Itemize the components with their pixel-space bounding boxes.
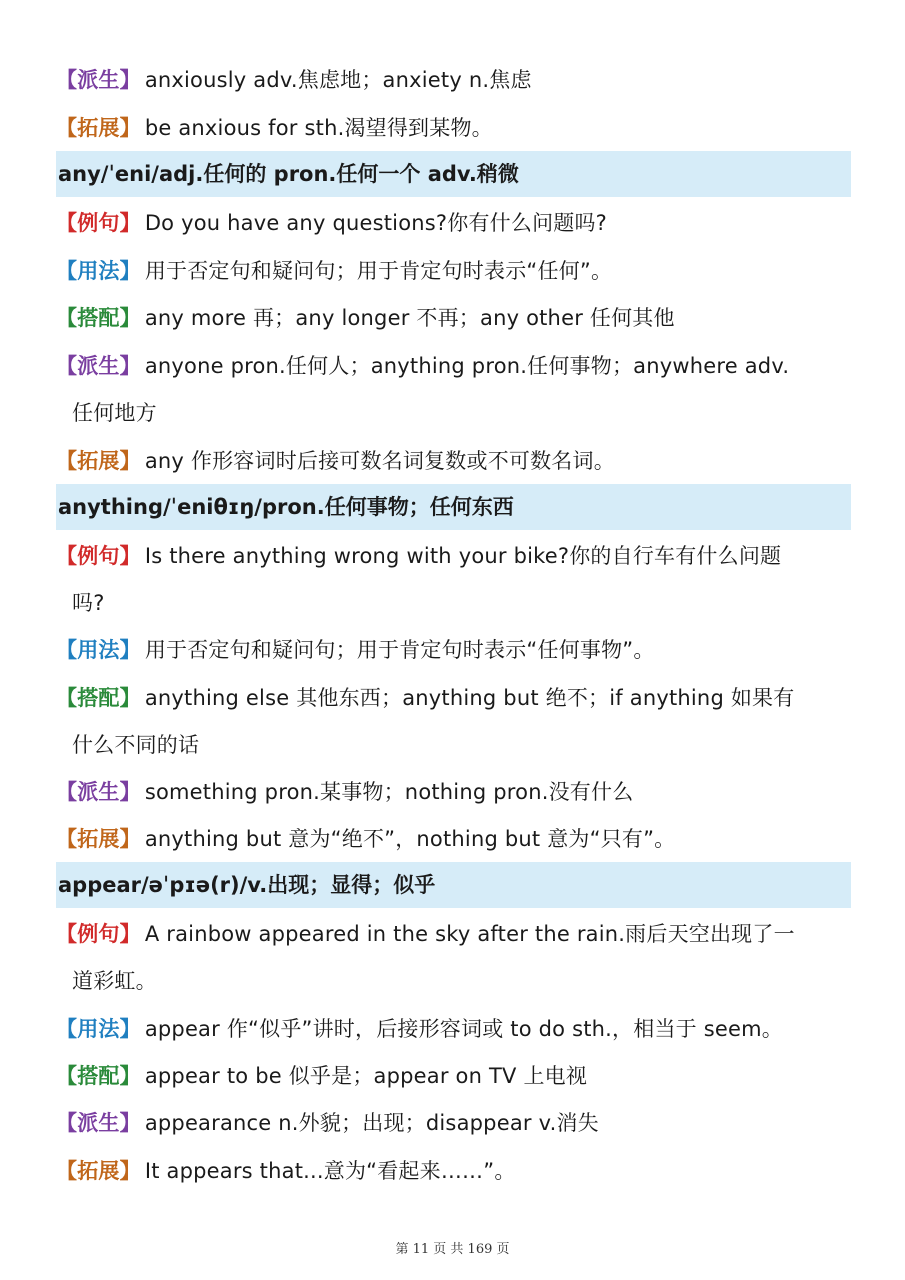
anything-colloc-cont: 什么不同的话: [72, 733, 200, 757]
usage-text: 用于否定句和疑问句；用于肯定句时表示“任何”。: [144, 259, 613, 283]
example-tag: 【例句】: [56, 544, 141, 568]
page-number-footer: 第 11 页 共 169 页: [395, 1242, 510, 1257]
colloc-tag: 【搭配】: [56, 686, 141, 710]
appear-colloc-line: [56, 1064, 856, 1088]
any-derive-cont: 任何地方: [72, 401, 157, 425]
colloc-text: any more 再；any longer 不再；any other 任何其他: [144, 306, 675, 330]
any-example-line: [56, 211, 856, 235]
colloc-tag: 【搭配】: [56, 1064, 141, 1088]
anxious-derive-line: [56, 68, 856, 92]
example-tag: 【例句】: [56, 922, 141, 946]
derive-text: appearance n.外貌；出现；disappear v.消失: [144, 1111, 599, 1135]
usage-text: 用于否定句和疑问句；用于肯定句时表示“任何事物”。: [144, 638, 655, 662]
headword-bar-any: [56, 151, 851, 197]
example-text: Do you have any questions?你有什么问题吗?: [144, 211, 608, 235]
headword-bar-anything: [56, 484, 851, 530]
any-derive-line: [56, 354, 856, 378]
extend-text: any 作形容词时后接可数名词复数或不可数名词。: [144, 449, 615, 473]
derive-text: anyone pron.任何人；anything pron.任何事物；anywhere adv.: [144, 354, 790, 378]
derive-tag: 【派生】: [56, 354, 141, 378]
appear-extend-line: [56, 1159, 856, 1183]
derive-tag: 【派生】: [56, 1111, 141, 1135]
headword-bar-appear: [56, 862, 851, 908]
usage-text: appear 作“似乎”讲时，后接形容词或 to do sth.，相当于 seem。: [144, 1017, 783, 1041]
appear-derive-line: [56, 1111, 856, 1135]
anything-derive-line: [56, 780, 856, 804]
appear-usage-line: [56, 1017, 856, 1041]
example-text: Is there anything wrong with your bike?你的自行车有什么问题: [144, 544, 782, 568]
extend-text: It appears that...意为“看起来……”。: [144, 1159, 516, 1183]
derive-tag: 【派生】: [56, 780, 141, 804]
usage-tag: 【用法】: [56, 1017, 141, 1041]
extend-tag: 【拓展】: [56, 116, 141, 140]
derive-tag: 【派生】: [56, 68, 141, 92]
appear-example-cont: 道彩虹。: [72, 969, 157, 993]
extend-tag: 【拓展】: [56, 1159, 141, 1183]
headword-anything: anything/ˈeniθɪŋ/pron.任何事物；任何东西: [58, 495, 514, 519]
derive-text: anxiously adv.焦虑地；anxiety n.焦虑: [144, 68, 532, 92]
example-text: A rainbow appeared in the sky after the rain.雨后天空出现了一: [144, 922, 795, 946]
anything-example-cont: 吗?: [72, 591, 105, 615]
headword-any: any/ˈeni/adj.任何的 pron.任何一个 adv.稍微: [58, 162, 519, 186]
colloc-text: appear to be 似乎是；appear on TV 上电视: [144, 1064, 588, 1088]
extend-tag: 【拓展】: [56, 449, 141, 473]
anything-colloc-line: [56, 686, 856, 710]
any-usage-line: [56, 259, 856, 283]
extend-text: anything but 意为“绝不”，nothing but 意为“只有”。: [144, 827, 676, 851]
extend-tag: 【拓展】: [56, 827, 141, 851]
extend-text: be anxious for sth.渴望得到某物。: [144, 116, 493, 140]
colloc-tag: 【搭配】: [56, 306, 141, 330]
example-tag: 【例句】: [56, 211, 141, 235]
colloc-text: anything else 其他东西；anything but 绝不；if anything 如果有: [144, 686, 795, 710]
anything-example-line: [56, 544, 856, 568]
any-colloc-line: [56, 306, 856, 330]
usage-tag: 【用法】: [56, 259, 141, 283]
appear-example-line: [56, 922, 856, 946]
any-extend-line: [56, 449, 856, 473]
anxious-extend-line: [56, 116, 856, 140]
headword-appear: appear/əˈpɪə(r)/v.出现；显得；似乎: [58, 873, 436, 897]
anything-extend-line: [56, 827, 856, 851]
usage-tag: 【用法】: [56, 638, 141, 662]
anything-usage-line: [56, 638, 856, 662]
derive-text: something pron.某事物；nothing pron.没有什么: [144, 780, 634, 804]
